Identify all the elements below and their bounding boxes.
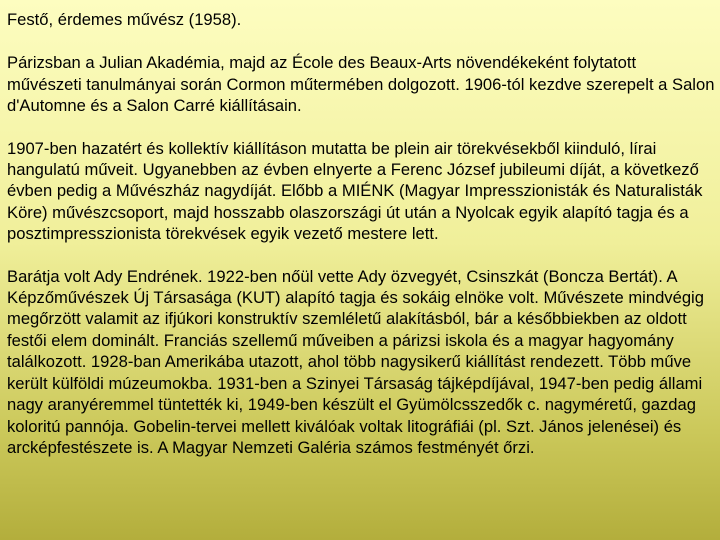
slide-content: [7, 9, 715, 458]
paragraph-later-career: Barátja volt Ady Endrének. 1922-ben nőül vette Ady özvegyét, Csinszkát (Boncza Bertát). A Képzőművészek Új Társasága (KUT) alapító tagja és sokáig elnöke volt. Művészete mindvégig megőrzött valamit az ifjúkori konstruktív szemléletű alakításból, bár a későbbiekben az oldott festői elem dominált. Franciás szellemű műveiben a párizsi iskola és a magyar hagyomány találkozott. 1928-ban Amerikába utazott, ahol több nagysikerű kiállítást rendezett. Több műve került külföldi múzeumokba. 1931-ben a Szinyei Társaság tájképdíjával, 1947-ben pedig állami nagy aranyéremmel tüntették ki, 1949-ben készült el Gyümölcsszedők c. nagyméretű, gazdag koloritú pannója. Gobelin-tervei mellett kiválóak voltak litográfiái (pl. Szt. János jelenései) és arcképfestészete is. A Magyar Nemzeti Galéria számos festményét őrzi.: [7, 266, 704, 457]
paragraph-paris-studies: Párizsban a Julian Akadémia, majd az École des Beaux-Arts növendékeként folytatott művészeti tanulmányai során Cormon műtermében dolgozott. 1906-tól kezdve szerepelt a Salon d'Automne és a Salon Carré kiállításain.: [7, 53, 715, 116]
slide-title: Festő, érdemes művész (1958).: [7, 10, 242, 29]
paragraph-return-home: 1907-ben hazatért és kollektív kiállításon mutatta be plein air törekvésekből kiinduló, lírai hangulatú műveit. Ugyanebben az évben elnyerte a Ferenc József jubileumi díját, a következő évben pedig a Művészház nagydíját. Előbb a MIÉNK (Magyar Impresszionisták és Naturalisták Köre) művészcsoport, majd hosszabb olaszországi út után a Nyolcak egyik alapító tagja és a posztimpresszionista törekvések egyik vezető mestere lett.: [7, 138, 703, 244]
